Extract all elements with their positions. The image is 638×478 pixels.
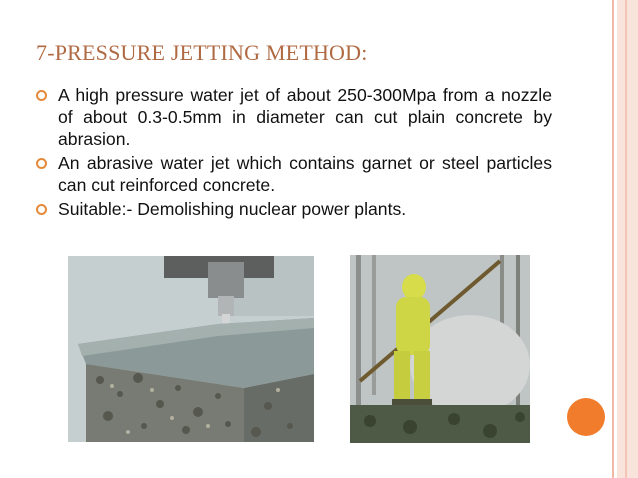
bullet-text: A high pressure water jet of about 250-300Mpa from a nozzle of about 0.3-0.5mm in diameter can cut plain concrete by abrasion.	[58, 85, 552, 149]
slide-title: 7-PRESSURE JETTING METHOD:	[36, 40, 368, 65]
waterjet-cutting-concrete-photo-icon	[68, 256, 314, 442]
bullet-item	[34, 198, 552, 220]
bullet-item	[34, 152, 552, 196]
circle-bullet-icon	[36, 158, 47, 169]
border-stripe	[625, 0, 627, 478]
bullet-list	[34, 84, 552, 222]
border-stripe	[612, 0, 614, 478]
bullet-text: Suitable:- Demolishing nuclear power plants.	[58, 199, 407, 219]
bullet-text: An abrasive water jet which contains garnet or steel particles can cut reinforced concrete.	[58, 153, 552, 195]
waterjet-cutting-photo	[68, 256, 314, 442]
border-band	[617, 0, 638, 478]
accent-circle	[567, 398, 605, 436]
bullet-item	[34, 84, 552, 150]
worker-protective-suit-photo	[350, 255, 530, 443]
circle-bullet-icon	[36, 90, 47, 101]
worker-in-protective-suit-photo-icon	[350, 255, 530, 443]
circle-bullet-icon	[36, 204, 47, 215]
